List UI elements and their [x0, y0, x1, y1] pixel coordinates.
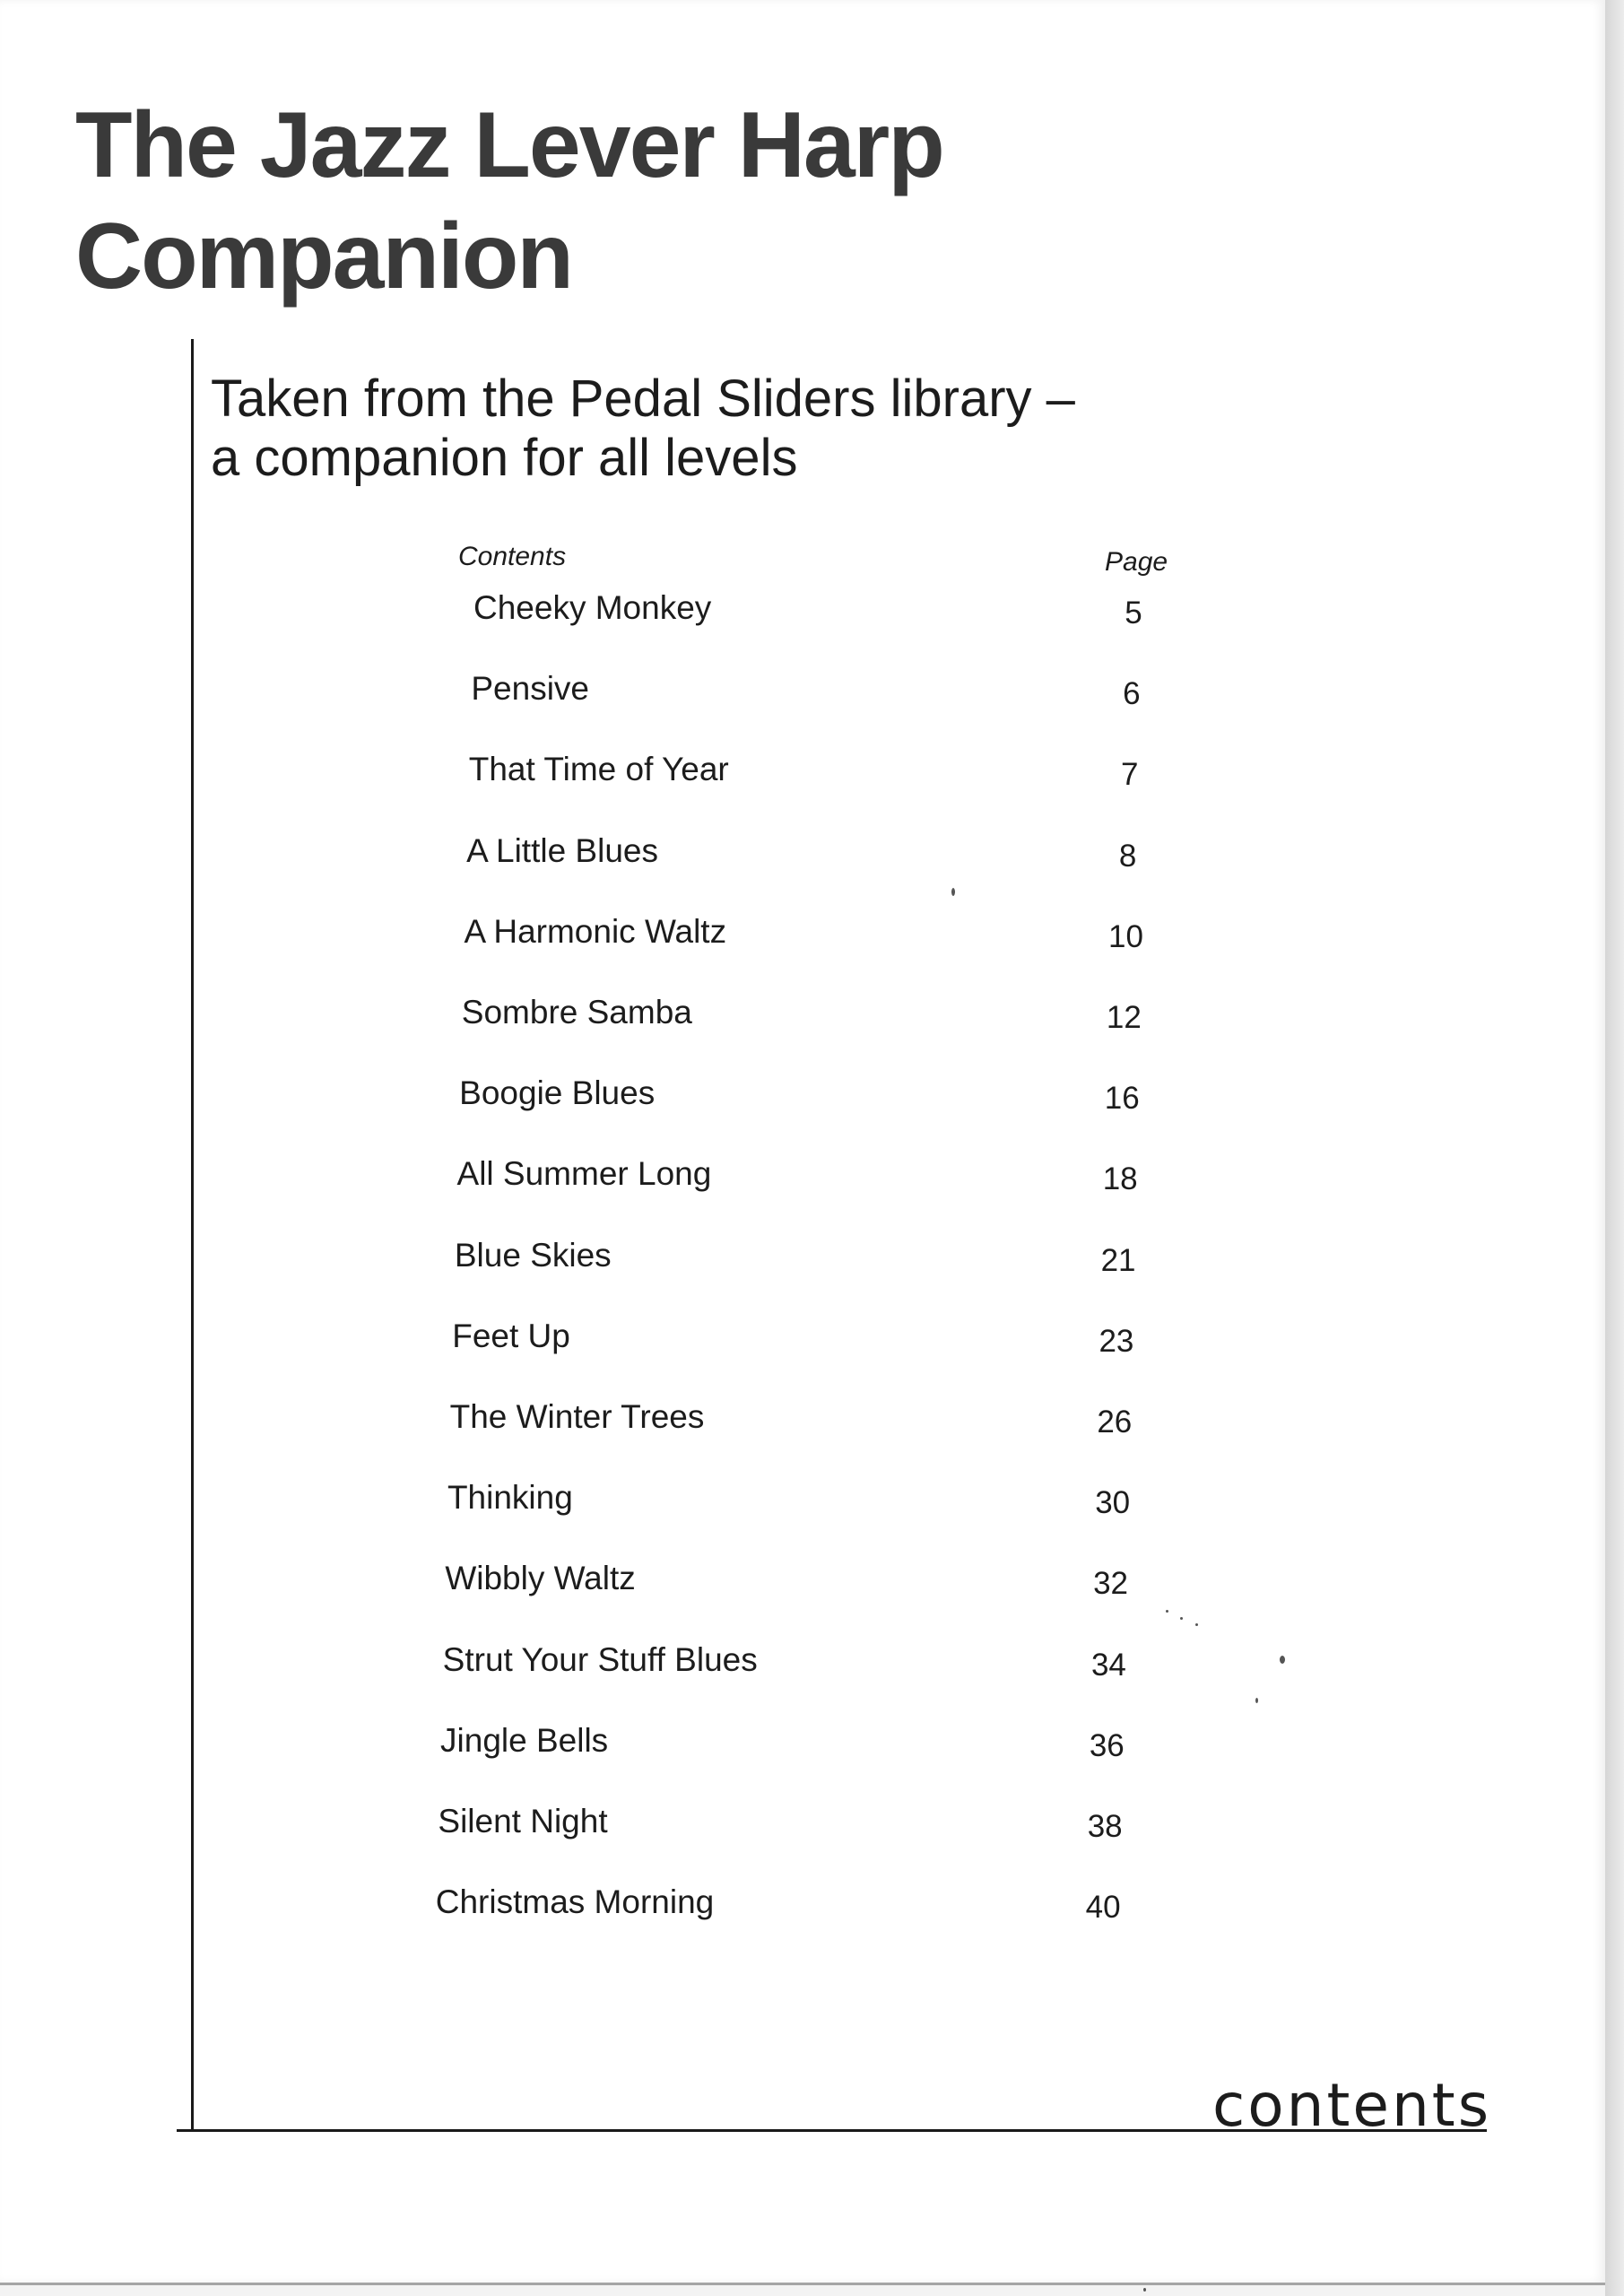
toc-entry-title: Thinking	[447, 1479, 573, 1517]
toc-entry-title: Boogie Blues	[459, 1074, 656, 1112]
toc-entry-title: A Little Blues	[466, 831, 658, 869]
toc-entry-page-number: 8	[1118, 838, 1137, 874]
toc-entry-page-number: 10	[1108, 918, 1143, 954]
contents-column-heading: Contents	[458, 542, 567, 571]
toc-entry-page-number: 16	[1104, 1081, 1140, 1117]
document-title-line-2: Companion	[75, 204, 572, 309]
toc-entry-page-number: 30	[1095, 1485, 1131, 1521]
toc-entry-title: Jingle Bells	[440, 1721, 609, 1759]
toc-entry-page-number: 18	[1102, 1161, 1138, 1197]
toc-entry-page-number: 40	[1085, 1890, 1121, 1926]
toc-entry-title: Sombre Samba	[461, 994, 692, 1031]
toc-entry-page-number: 34	[1090, 1647, 1126, 1683]
scan-speck	[1280, 1656, 1285, 1664]
toc-entry-title: Pensive	[471, 670, 589, 708]
document-title	[75, 90, 1241, 312]
toc-entry-title: All Summer Long	[456, 1155, 712, 1193]
scan-speck	[1255, 1698, 1258, 1703]
toc-entry-title: Blue Skies	[454, 1236, 612, 1274]
vertical-rule	[191, 339, 194, 2132]
toc-entry-page-number: 6	[1123, 676, 1141, 712]
toc-entry-title: That Time of Year	[468, 751, 729, 788]
toc-entry-title: Christmas Morning	[435, 1883, 715, 1921]
toc-entry-page-number: 12	[1106, 1000, 1142, 1035]
toc-entry-title: A Harmonic Waltz	[464, 912, 727, 950]
scan-speck	[951, 888, 955, 896]
toc-entry-page-number: 23	[1099, 1323, 1134, 1359]
page-column-heading: Page	[1105, 547, 1168, 577]
scan-speck	[1195, 1623, 1198, 1626]
page-edge-shadow	[1605, 0, 1624, 2296]
toc-entry-page-number: 36	[1089, 1727, 1125, 1763]
subtitle-line-2: a companion for all levels	[211, 429, 798, 487]
toc-entry-title: Wibbly Waltz	[445, 1560, 636, 1597]
document-title-line-1: The Jazz Lever Harp	[75, 93, 943, 197]
footer-section-label: contents	[1212, 2071, 1492, 2140]
toc-entry-title: Cheeky Monkey	[473, 589, 712, 626]
toc-entry-page-number: 32	[1093, 1566, 1129, 1602]
toc-entry-page-number: 7	[1121, 757, 1139, 793]
toc-entry-page-number: 26	[1097, 1405, 1133, 1439]
scan-speck	[1166, 1610, 1168, 1613]
toc-entry-page-number: 5	[1125, 596, 1142, 631]
toc-entry-title: Strut Your Stuff Blues	[442, 1640, 758, 1678]
scan-speck	[1180, 1617, 1183, 1620]
scan-speck	[1143, 2288, 1146, 2292]
toc-entry-title: The Winter Trees	[449, 1398, 705, 1435]
subtitle-line-1: Taken from the Pedal Sliders library –	[211, 370, 1075, 428]
toc-entry-page-number: 38	[1087, 1809, 1123, 1844]
toc-entry-page-number: 21	[1100, 1242, 1136, 1278]
toc-entry-title: Silent Night	[438, 1803, 608, 1839]
document-subtitle	[211, 370, 1197, 488]
toc-entry-title: Feet Up	[452, 1317, 570, 1354]
